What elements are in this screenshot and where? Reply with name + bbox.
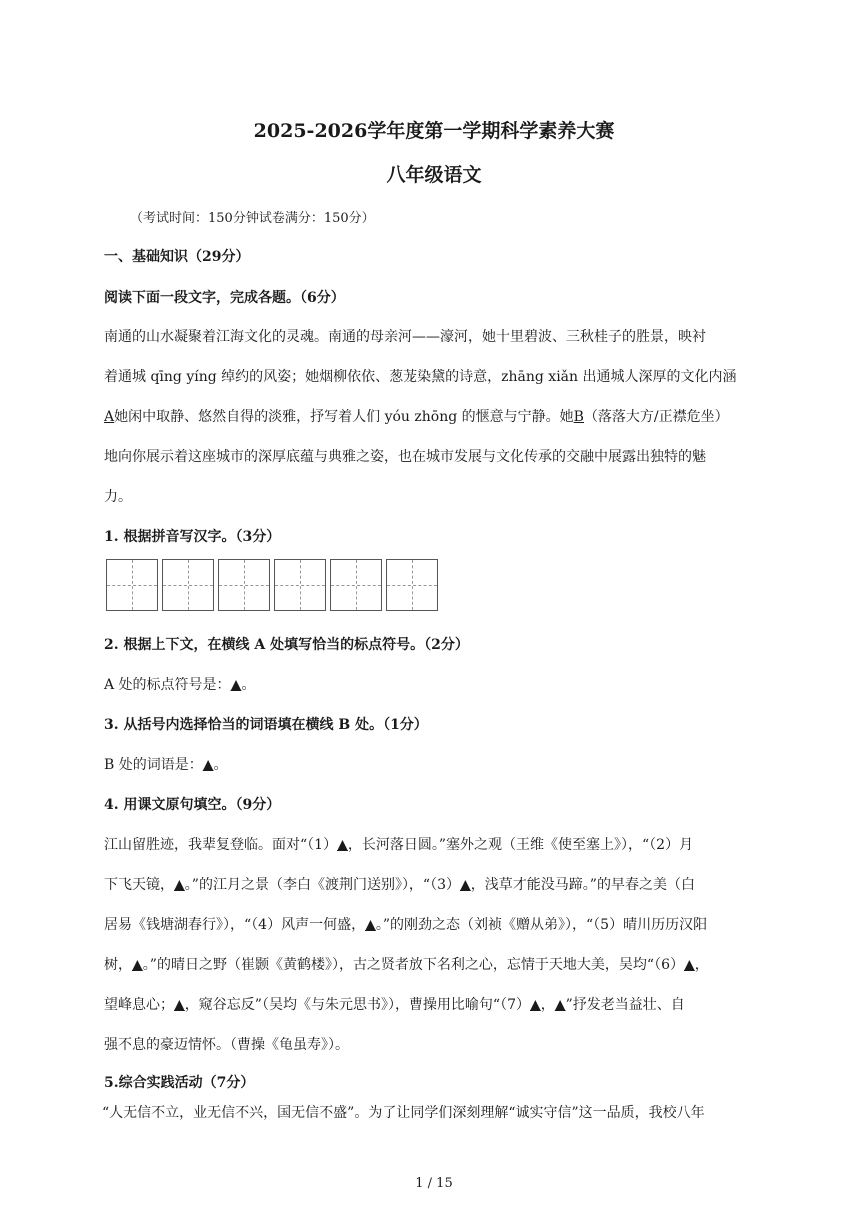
q4-text: ， — [694, 957, 709, 973]
passage-line-3 — [104, 406, 784, 426]
question-2: 2. 根据上下文，在横线 A 处填写恰当的标点符号。（2分） — [104, 637, 469, 653]
section-heading: 一、基础知识（29分） — [104, 249, 250, 265]
answer-blank[interactable]: ▲ — [554, 997, 566, 1013]
reading-prompt: 阅读下面一段文字，完成各题。（6分） — [104, 290, 345, 306]
question-5-text: “人无信不立，业无信不兴，国无信不盛”。为了让同学们深刻理解“诚实守信”这一品质，我校八年 — [102, 1105, 705, 1121]
q4-text: ，长河落日圆。”塞外之观（王维《使至塞上》），“（2）月 — [347, 837, 694, 853]
word-options: （落落大方/正襟危坐） — [583, 409, 729, 425]
writing-box[interactable] — [386, 559, 438, 611]
passage-line-2: 着通城 qīng yíng 绰约的风姿；她烟柳依依、葱茏染黛的诗意，zhāng xiǎn 出通城人深厚的文化内涵 — [104, 369, 737, 385]
answer-blank[interactable]: ▲ — [365, 917, 376, 933]
question-1: 1. 根据拼音写汉字。（3分） — [104, 529, 281, 545]
passage-line-5: 力。 — [104, 489, 132, 505]
answer-blank[interactable]: ▲ — [337, 837, 348, 853]
q4-text: 望峰息心； — [104, 997, 174, 1013]
q4-text: 树， — [104, 957, 132, 973]
answer-end: 。 — [213, 757, 228, 773]
passage-line-1: 南通的山水凝聚着江海文化的灵魂。南通的母亲河——濠河，她十里碧波、三秋桂子的胜景，映衬 — [104, 329, 706, 345]
answer-blank[interactable]: ▲ — [460, 877, 471, 893]
answer-end: 。 — [241, 677, 256, 693]
q4-text: ，浅草才能没马蹄。”的早春之美（白 — [470, 877, 695, 893]
q4-line-3 — [104, 914, 784, 934]
exam-title: 2025-2026学年度第一学期科学素养大赛 — [253, 120, 615, 142]
q4-text: 下飞天镜， — [104, 877, 174, 893]
passage-line-3-text: 她闲中取静、悠然自得的淡雅，抒写着人们 yóu zhōng 的惬意与宁静。她 — [114, 409, 574, 425]
question-5: 5.综合实践活动（7分） — [104, 1075, 255, 1091]
q4-text: 。”的刚劲之态（刘祯《赠从弟》），“（5）晴川历历汉阳 — [375, 917, 708, 933]
q4-text: 居易《钱塘湖春行》），“（4）风声一何盛， — [104, 917, 366, 933]
writing-box[interactable] — [162, 559, 214, 611]
answer-prefix: A 处的标点符号是： — [104, 677, 231, 693]
q4-line-6: 强不息的豪迈情怀。（曹操《龟虽寿》）。 — [104, 1037, 349, 1053]
question-3: 3. 从括号内选择恰当的词语填在横线 B 处。（1分） — [104, 717, 428, 733]
writing-box[interactable] — [218, 559, 270, 611]
q4-text: 江山留胜迹，我辈复登临。面对“（1） — [104, 837, 338, 853]
q4-line-2 — [104, 874, 784, 894]
question-2-answer — [104, 674, 784, 694]
answer-blank[interactable]: ▲ — [202, 757, 214, 773]
writing-box[interactable] — [274, 559, 326, 611]
q4-text: 。”的江月之景（李白《渡荆门送别》），“（3） — [184, 877, 461, 893]
q4-text: ， — [540, 997, 555, 1013]
answer-blank[interactable]: ▲ — [174, 997, 185, 1013]
answer-prefix: B 处的词语是： — [104, 757, 203, 773]
answer-blank[interactable]: ▲ — [230, 677, 242, 693]
blank-b-mark: B — [573, 409, 584, 425]
q4-line-1 — [104, 834, 784, 854]
character-grid — [106, 559, 442, 611]
answer-blank[interactable]: ▲ — [132, 957, 143, 973]
q4-text: ”抒发老当益壮、自 — [565, 997, 685, 1013]
q4-line-4 — [104, 954, 784, 974]
answer-blank[interactable]: ▲ — [684, 957, 695, 973]
question-3-answer — [104, 754, 784, 774]
blank-a-mark: A — [104, 409, 115, 425]
answer-blank[interactable]: ▲ — [530, 997, 541, 1013]
writing-box[interactable] — [330, 559, 382, 611]
q4-text: 。”的晴日之野（崔颢《黄鹤楼》），古之贤者放下名利之心，忘情于天地大美，吴均“（6） — [142, 957, 685, 973]
q4-text: ，窥谷忘反”（吴均《与朱元思书》），曹操用比喻句“（7） — [184, 997, 531, 1013]
question-4: 4. 用课文原句填空。（9分） — [104, 797, 281, 813]
q4-line-5 — [104, 994, 784, 1014]
exam-subtitle: 八年级语文 — [386, 164, 482, 186]
page-number: 1 / 15 — [415, 1176, 453, 1191]
passage-line-4: 地向你展示着这座城市的深厚底蕴与典雅之姿，也在城市发展与文化传承的交融中展露出独特的魅 — [104, 449, 706, 465]
exam-info: （考试时间：150分钟试卷满分：150分） — [130, 211, 375, 226]
answer-blank[interactable]: ▲ — [174, 877, 185, 893]
writing-box[interactable] — [106, 559, 158, 611]
